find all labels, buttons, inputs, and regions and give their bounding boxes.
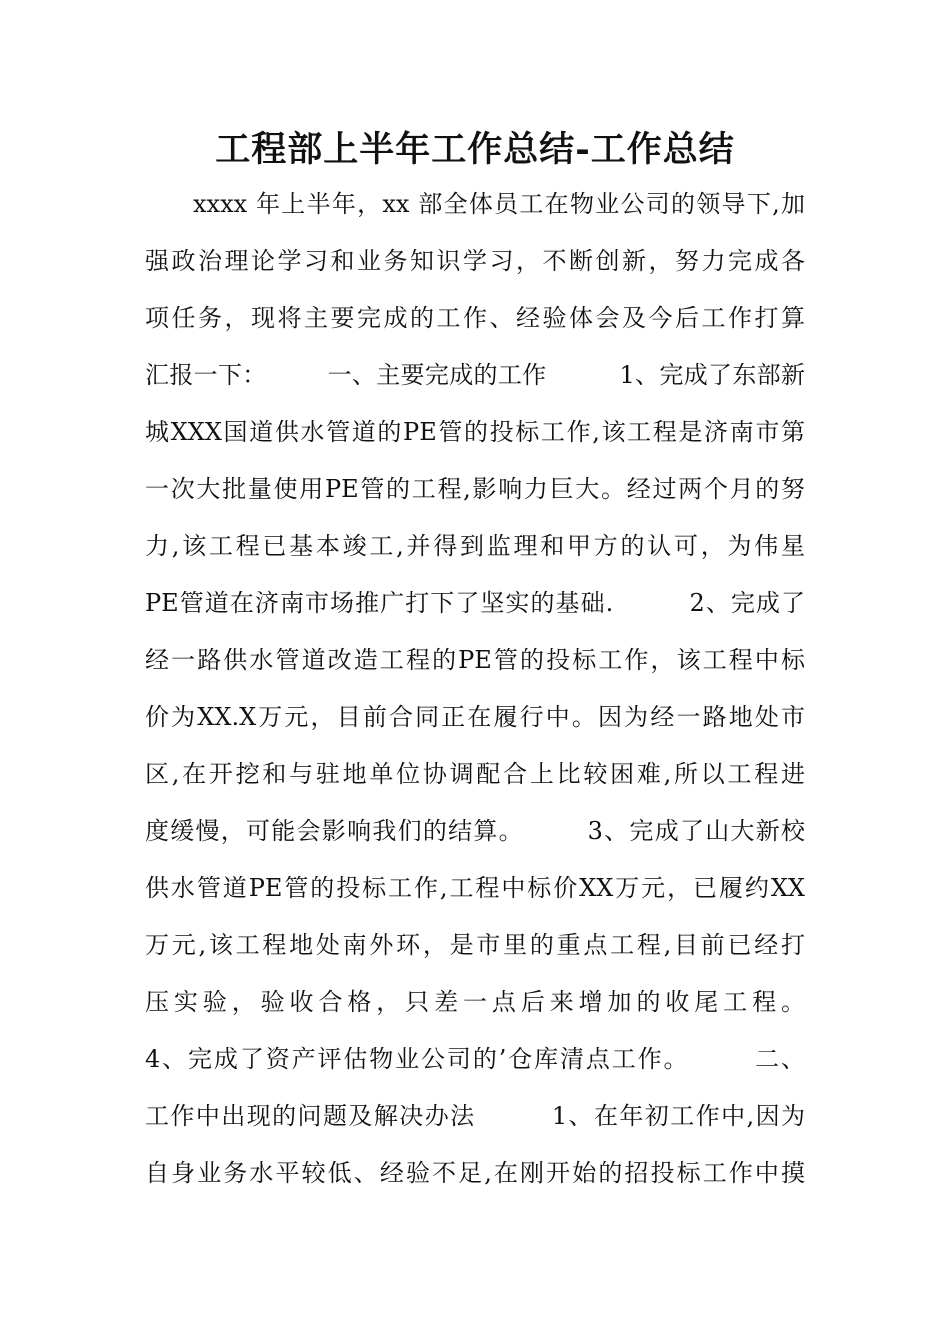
paragraph-line-11: 区,在开挖和与驻地单位协调配合上比较困难,所以工程进 bbox=[145, 760, 805, 788]
paragraph-line-5: 城XXX国道供水管道的PE管的投标工作,该工程是济南市第 bbox=[145, 418, 805, 446]
paragraph-line-16: 4、完成了资产评估物业公司的’仓库清点工作。 二、 bbox=[145, 1045, 805, 1073]
paragraph-line-2: 强政治理论学习和业务知识学习，不断创新，努力完成各 bbox=[145, 247, 805, 275]
paragraph-line-1: xxxx 年上半年，xx 部全体员工在物业公司的领导下,加 bbox=[193, 190, 805, 218]
paragraph-line-8: PE管道在济南市场推广打下了坚实的基础. 2、完成了 bbox=[145, 589, 805, 617]
paragraph-line-14: 万元,该工程地处南外环，是市里的重点工程,目前已经打 bbox=[145, 931, 805, 959]
document-title: 工程部上半年工作总结-工作总结 bbox=[215, 129, 735, 170]
paragraph-line-13: 供水管道PE管的投标工作,工程中标价XX万元，已履约XX bbox=[145, 874, 805, 902]
paragraph-line-12: 度缓慢，可能会影响我们的结算。 3、完成了山大新校 bbox=[145, 817, 805, 845]
paragraph-line-7: 力,该工程已基本竣工,并得到监理和甲方的认可，为伟星 bbox=[145, 532, 805, 560]
paragraph-line-18: 自身业务水平较低、经验不足,在刚开始的招投标工作中摸 bbox=[145, 1159, 805, 1187]
paragraph-line-4: 汇报一下： 一、主要完成的工作 1、完成了东部新 bbox=[145, 361, 805, 389]
paragraph-line-6: 一次大批量使用PE管的工程,影响力巨大。经过两个月的努 bbox=[145, 475, 805, 503]
paragraph-line-17: 工作中出现的问题及解决办法 1、在年初工作中,因为 bbox=[145, 1102, 805, 1130]
paragraph-line-10: 价为XX.X万元，目前合同正在履行中。因为经一路地处市 bbox=[145, 703, 805, 731]
paragraph-line-15: 压实验，验收合格，只差一点后来增加的收尾工程。 bbox=[145, 988, 805, 1016]
paragraph-line-3: 项任务，现将主要完成的工作、经验体会及今后工作打算 bbox=[145, 304, 805, 332]
paragraph-line-9: 经一路供水管道改造工程的PE管的投标工作，该工程中标 bbox=[145, 646, 805, 674]
